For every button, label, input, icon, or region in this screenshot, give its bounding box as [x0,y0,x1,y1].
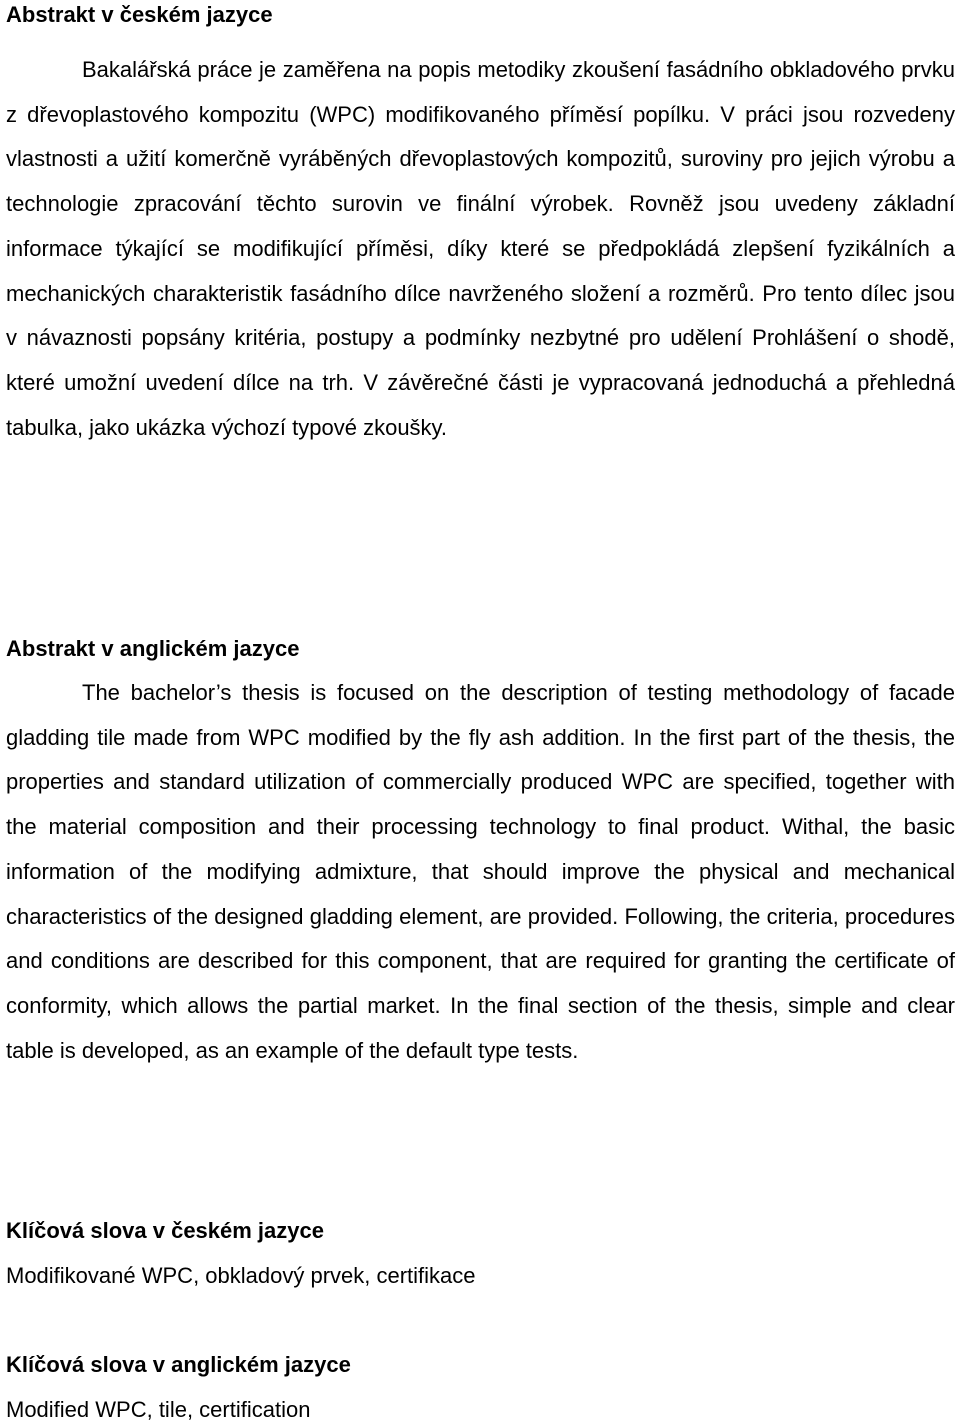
keywords-cz-heading: Klíčová slova v českém jazyce [6,1218,324,1243]
keywords-en-text: Modified WPC, tile, certification [6,1397,311,1422]
abstract-cz-text: Bakalářská práce je zaměřena na popis metodiky zkoušení fasádního obkladového prvku z dřevoplastového kompozitu (WPC) modifikovaného příměsí popílku. V práci jsou rozvedeny vlastnosti a užití komerčně vyráběných dřevoplastových kompozitů, suroviny pro jejich výrobu a technologie zpracování těchto surovin ve finální výrobek. Rovněž jsou uvedeny základní informace týkající se modifikující příměsi, díky které se předpokládá zlepšení fyzikálních a mechanických charakteristik fasádního dílce navrženého složení a rozměrů. Pro tento dílec jsou v návaznosti popsány kritéria, postupy a podmínky nezbytné pro udělení Prohlášení o shodě, které umožní uvedení dílce na trh. V závěrečné části je vypracovaná jednoduchá a přehledná tabulka, jako ukázka výchozí typové zkoušky. [6,57,955,440]
keywords-en-heading: Klíčová slova v anglickém jazyce [6,1352,351,1377]
abstract-en-heading: Abstrakt v anglickém jazyce [6,636,300,661]
abstract-cz-heading: Abstrakt v českém jazyce [6,2,273,27]
abstract-en-text: The bachelor’s thesis is focused on the description of testing methodology of facade gladding tile made from WPC modified by the fly ash addition. In the first part of the thesis, the properties and standard utilization of commercially produced WPC are specified, together with the material composition and their processing technology to final product. Withal, the basic information of the modifying admixture, that should improve the physical and mechanical characteristics of the designed gladding element, are provided. Following, the criteria, procedures and conditions are described for this component, that are required for granting the certificate of conformity, which allows the partial market. In the final section of the thesis, simple and clear table is developed, as an example of the default type tests. [6,680,955,1063]
keywords-cz-text: Modifikované WPC, obkladový prvek, certifikace [6,1263,476,1288]
